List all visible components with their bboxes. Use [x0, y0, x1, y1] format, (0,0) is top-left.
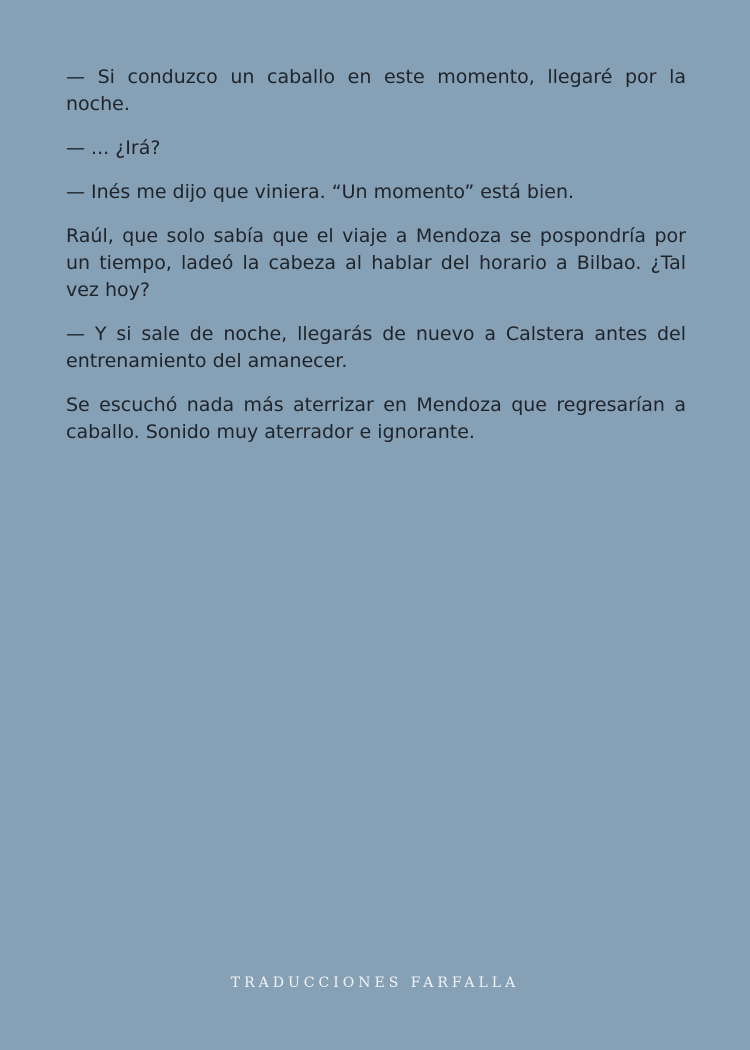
publisher-footer: TRADUCCIONES FARFALLA [230, 975, 520, 991]
paragraph-2: — ... ¿Irá? [66, 137, 161, 159]
paragraph-4: Raúl, que solo sabía que el viaje a Mendoza se pospondría por un tiempo, ladeó la cabeza al hablar del horario a Bilbao. ¿Tal vez hoy? [66, 225, 686, 301]
paragraph-1: — Si conduzco un caballo en este momento, llegaré por la noche. [66, 66, 686, 115]
paragraph-6: Se escuchó nada más aterrizar en Mendoza que regresarían a caballo. Sonido muy aterrador e ignorante. [66, 394, 686, 443]
body-text [66, 64, 686, 463]
paragraph-5: — Y si sale de noche, llegarás de nuevo a Calstera antes del entrenamiento del amanecer. [66, 323, 686, 372]
paragraph-3: — Inés me dijo que viniera. “Un momento” está bien. [66, 181, 575, 203]
